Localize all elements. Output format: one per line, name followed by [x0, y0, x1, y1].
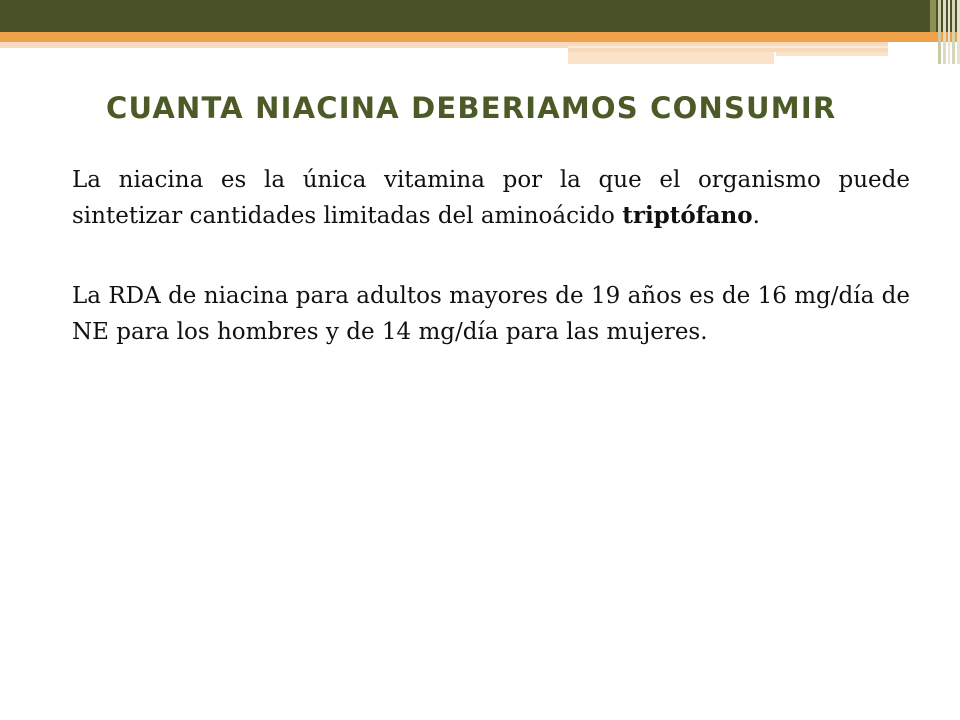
paragraph-1-end: . — [752, 203, 760, 229]
header-band-light-lower-2 — [776, 52, 888, 56]
edge-stripe — [948, 0, 950, 64]
header-band-dark — [0, 0, 960, 32]
edge-stripe — [952, 0, 955, 64]
header-band-light-lower — [568, 52, 774, 64]
edge-stripe — [943, 0, 946, 64]
slide-body — [72, 162, 910, 350]
paragraph-1-text: La niacina es la única vitamina por la que el organismo puede sintetizar cantidades limitadas del aminoácido — [72, 167, 910, 229]
header-band-peach — [0, 42, 568, 48]
header-band-light-inner — [568, 46, 888, 48]
paragraph-2: La RDA de niacina para adultos mayores de 19 años es de 16 mg/día de NE para los hombres y de 14 mg/día para las mujeres. — [72, 283, 910, 345]
edge-stripe — [930, 0, 936, 32]
header-band-orange — [0, 32, 960, 42]
edge-stripe — [938, 0, 941, 64]
paragraph-1-bold-term: triptófano — [622, 202, 753, 229]
slide-title: CUANTA NIACINA DEBERIAMOS CONSUMIR — [106, 91, 837, 125]
paragraph-1 — [72, 162, 910, 234]
